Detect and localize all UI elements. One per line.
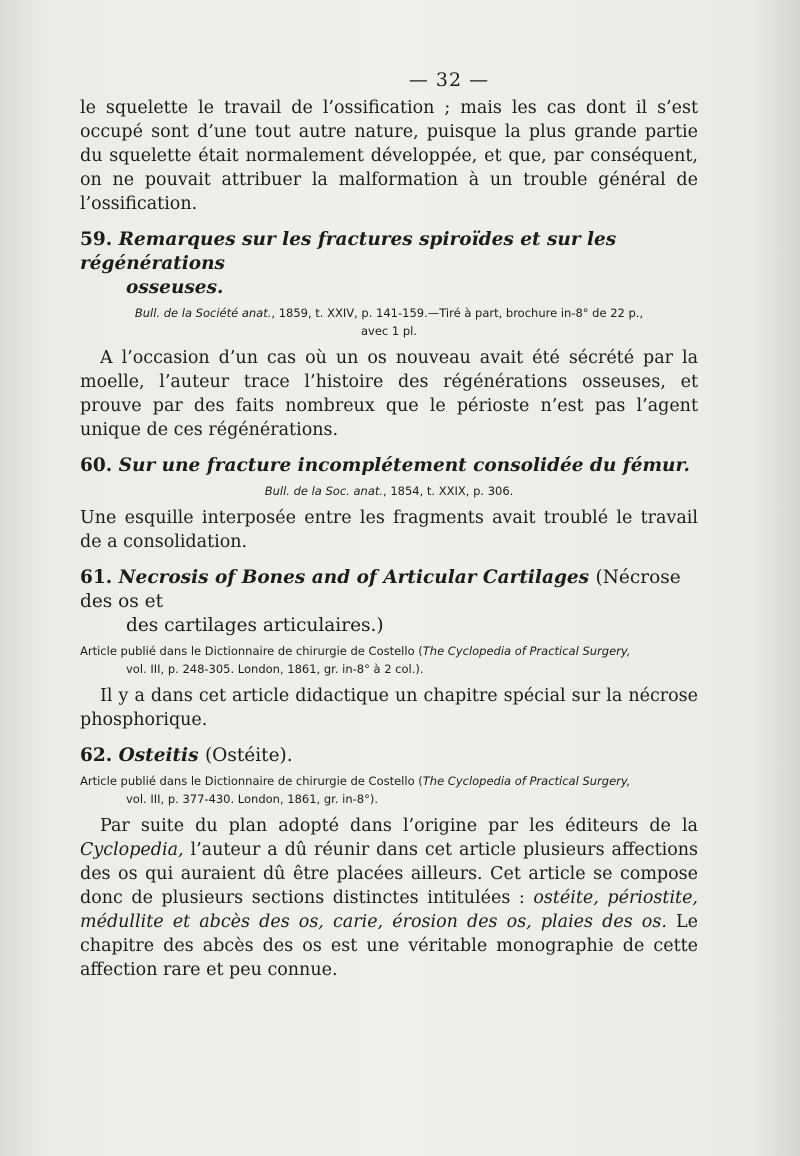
entry-61-ref-prefix: Article publié dans le Dictionnaire de chirurgie de Costello ( <box>80 644 423 658</box>
entry-59-ref-journal: Bull. de la Société anat. <box>134 306 272 320</box>
entry-62-body-part1: Par suite du plan adopté dans l’origine par les éditeurs de la <box>100 816 698 836</box>
entry-62-body-italic1: Cyclopedia, <box>80 840 184 860</box>
entry-60-ref-details: , 1854, t. XXIX, p. 306. <box>383 484 514 498</box>
entry-60-number: 60. <box>80 455 113 476</box>
entry-62 <box>80 744 698 982</box>
entry-61-title-french: (Nécrose des os et <box>80 567 681 612</box>
entry-59-title-line1: Remarques sur les fractures spiroïdes et sur les régénérations <box>80 229 617 274</box>
entry-61 <box>80 566 698 732</box>
entry-61-number: 61. <box>80 567 113 588</box>
entry-61-title <box>80 566 698 638</box>
entry-62-ref-work: The Cyclopedia of Practical Surgery, <box>422 774 631 788</box>
entry-62-reference <box>80 772 698 808</box>
entry-61-ref-line2: vol. III, p. 248-305. London, 1861, gr. in-8° à 2 col.). <box>126 662 424 676</box>
entry-60-body: Une esquille interposée entre les fragments avait troublé le travail de a consolidation. <box>80 508 698 552</box>
entry-59-title <box>80 228 698 300</box>
entry-61-body: Il y a dans cet article didactique un chapitre spécial sur la nécrose phosphorique. <box>80 686 698 730</box>
entry-59 <box>80 228 698 442</box>
entry-60-ref-journal: Bull. de la Soc. anat. <box>264 484 384 498</box>
entry-59-number: 59. <box>80 229 113 250</box>
entry-62-number: 62. <box>80 745 113 766</box>
entry-60-reference <box>80 482 698 500</box>
entry-62-body-part2: l’auteur a dû réunir dans cet article plusieurs affections des os qui auraient dû être placées ailleurs. Cet article se compose donc de plusieurs sections distinctes intitulées : <box>80 840 698 908</box>
entry-61-reference <box>80 642 698 678</box>
entry-60-title <box>80 454 698 478</box>
entry-59-title-line2: osseuses. <box>126 277 224 298</box>
entry-61-ref-work: The Cyclopedia of Practical Surgery, <box>422 644 631 658</box>
page-content <box>80 68 698 982</box>
entry-62-body-part3: Le chapitre des abcès des os est une véritable monographie de cette affection rare et peu connue. <box>80 912 698 980</box>
intro-paragraph: le squelette le travail de l’ossification ; mais les cas dont il s’est occupé sont d’une tout autre nature, puisque la plus grande partie du squelette était normalement développée, et que, par conséquent, on ne pouvait attribuer la malformation à un trouble général de l’ossification. <box>80 98 698 214</box>
entry-60-title-text: Sur une fracture incomplétement consolidée du fémur. <box>118 455 690 476</box>
entry-61-title-english: Necrosis of Bones and of Articular Cartilages <box>118 567 590 588</box>
entry-62-ref-line2: vol. III, p. 377-430. London, 1861, gr. in-8°). <box>126 792 378 806</box>
entry-59-reference <box>80 304 698 340</box>
entry-62-ref-prefix: Article publié dans le Dictionnaire de chirurgie de Costello ( <box>80 774 423 788</box>
entry-62-title-english: Osteitis <box>118 745 199 766</box>
entry-59-ref-details: , 1859, t. XXIV, p. 141-159.—Tiré à part, brochure in-8° de 22 p., <box>271 306 644 320</box>
entry-59-body: A l’occasion d’un cas où un os nouveau avait été sécrété par la moelle, l’auteur trace l’histoire des régénérations osseuses, et prouve par des faits nombreux que le périoste n’est pas l’agent unique de ces régénérations. <box>80 348 698 440</box>
entry-62-body-italic2: ostéite, périostite, médullite et abcès des os, carie, érosion des os, plaies des os. <box>80 888 698 932</box>
entry-59-ref-line2: avec 1 pl. <box>360 324 418 338</box>
entry-60 <box>80 454 698 554</box>
entry-61-title-line2: des cartilages articulaires.) <box>126 615 384 636</box>
entry-62-body <box>80 814 698 982</box>
page-number: — 32 — <box>408 69 490 91</box>
entry-62-title <box>80 744 698 768</box>
entry-62-title-french: (Ostéite). <box>204 745 293 766</box>
